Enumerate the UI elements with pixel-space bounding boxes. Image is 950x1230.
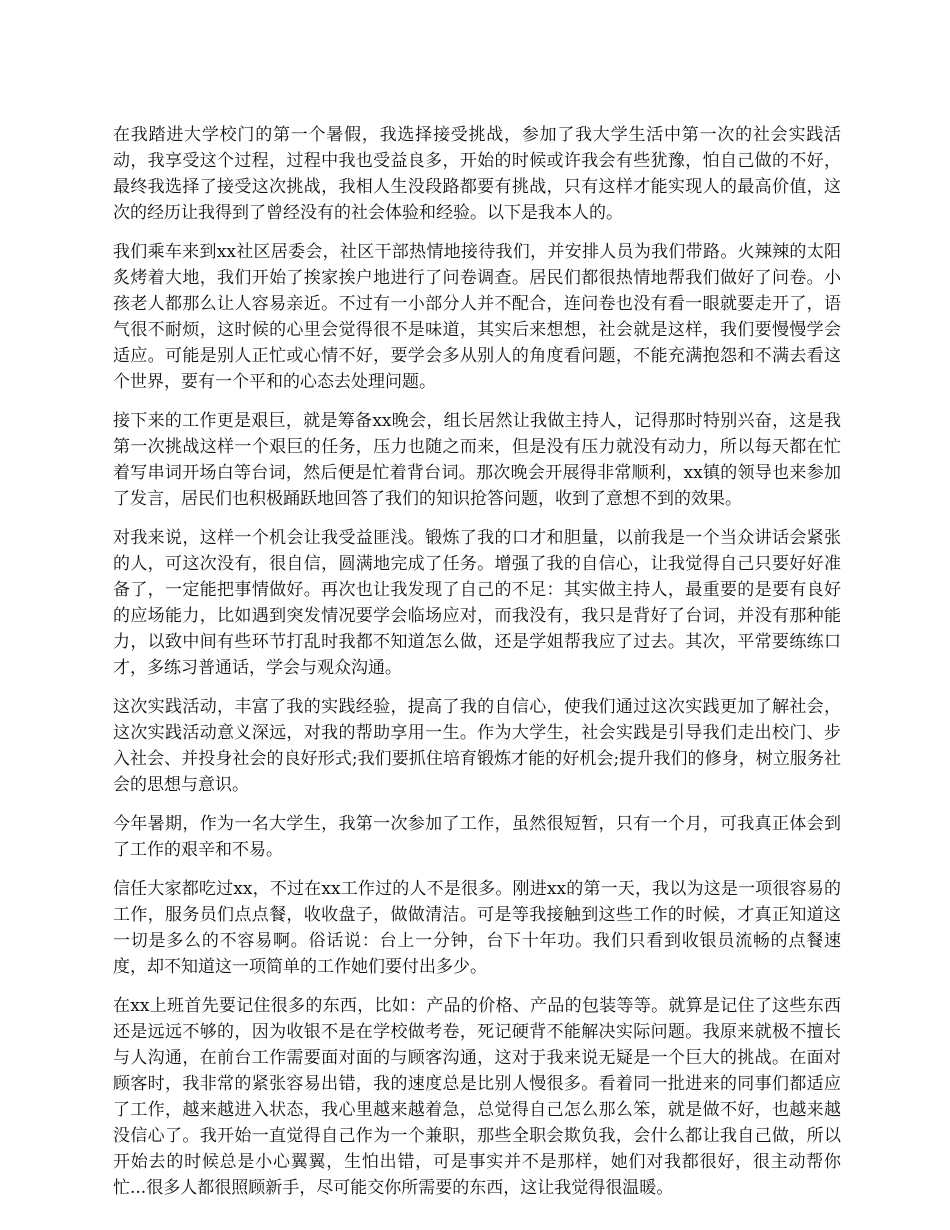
paragraph-8: 在xx上班首先要记住很多的东西，比如：产品的价格、产品的包装等等。就算是记住了这些东西还是远远不够的，因为收银不是在学校做考卷，死记硬背不能解决实际问题。我原来就极不擅长与人沟通，在前台工作需要面对面的与顾客沟通，这对于我来说无疑是一个巨大的挑战。在面对顾客时，我非常的紧张容易出错，我的速度总是比别人慢很多。看着同一批进来的同事们都适应了工作，越来越进入状态，我心里越来越着急，总觉得自己怎么那么笨，就是做不好，也越来越没信心了。我开始一直觉得自己作为一个兼职，那些全职会欺负我，会什么都让我自己做，所以开始去的时候总是小心翼翼，生怕出错，可是事实并不是那样，她们对我都很好，很主动帮你忙...很多人都很照顾新手，尽可能交你所需要的东西，这让我觉得很温暖。 (113, 996, 841, 1198)
paragraph-4: 对我来说，这样一个机会让我受益匪浅。锻炼了我的口才和胆量，以前我是一个当众讲话会紧张的人，可这次没有，很自信，圆满地完成了任务。增强了我的自信心，让我觉得自己只要好好准备了，一定能把事情做好。再次也让我发现了自己的不足：其实做主持人，最重要的是要有良好的应场能力，比如遇到突发情况要学会临场应对，而我没有，我只是背好了台词，并没有那种能力，以致中间有些环节打乱时我都不知道怎么做，还是学姐帮我应了过去。其次，平常要练练口才，多练习普通话，学会与观众沟通。 (113, 528, 841, 678)
paragraph-3: 接下来的工作更是艰巨，就是筹备xx晚会，组长居然让我做主持人，记得那时特别兴奋，这是我第一次挑战这样一个艰巨的任务，压力也随之而来，但是没有压力就没有动力，所以每天都在忙着写串词开场白等台词，然后便是忙着背台词。那次晚会开展得非常顺利，xx镇的领导也来参加了发言，居民们也积极踊跃地回答了我们的知识抢答问题，收到了意想不到的效果。 (113, 411, 841, 509)
paragraph-1: 在我踏进大学校门的第一个暑假，我选择接受挑战，参加了我大学生活中第一次的社会实践活动，我享受这个过程，过程中我也受益良多，开始的时候或许我会有些犹豫，怕自己做的不好，最终我选择了接受这次挑战，我相人生没段路都要有挑战，只有这样才能实现人的最高价值，这次的经历让我得到了曾经没有的社会体验和经验。以下是我本人的。 (113, 125, 841, 223)
paragraph-5: 这次实践活动，丰富了我的实践经验，提高了我的自信心，使我们通过这次实践更加了解社会，这次实践活动意义深远，对我的帮助享用一生。作为大学生，社会实践是引导我们走出校门、步入社会、并投身社会的良好形式;我们要抓住培育锻炼才能的好机会;提升我们的修身，树立服务社会的思想与意识。 (113, 697, 842, 795)
paragraph-2: 我们乘车来到xx社区居委会，社区干部热情地接待我们，并安排人员为我们带路。火辣辣的太阳炙烤着大地，我们开始了挨家挨户地进行了问卷调查。居民们都很热情地帮我们做好了问卷。小孩老人都那么让人容易亲近。不过有一小部分人并不配合，连问卷也没有看一眼就要走开了，语气很不耐烦，这时候的心里会觉得很不是味道，其实后来想想，社会就是这样，我们要慢慢学会适应。可能是别人正忙或心情不好，要学会多从别人的角度看问题，不能充满抱怨和不满去看这个世界，要有一个平和的心态去处理问题。 (113, 242, 841, 392)
document-body (113, 122, 841, 1214)
paragraph-7: 信任大家都吃过xx，不过在xx工作过的人不是很多。刚进xx的第一天，我以为这是一项很容易的工作，服务员们点点餐，收收盘子，做做清洁。可是等我接触到这些工作的时候，才真正知道这一切是多么的不容易啊。俗话说：台上一分钟，台下十年功。我们只看到收银员流畅的点餐速度，却不知道这一项简单的工作她们要付出多少。 (113, 879, 841, 977)
paragraph-6: 今年暑期，作为一名大学生，我第一次参加了工作，虽然很短暂，只有一个月，可我真正体会到了工作的艰辛和不易。 (113, 814, 841, 860)
